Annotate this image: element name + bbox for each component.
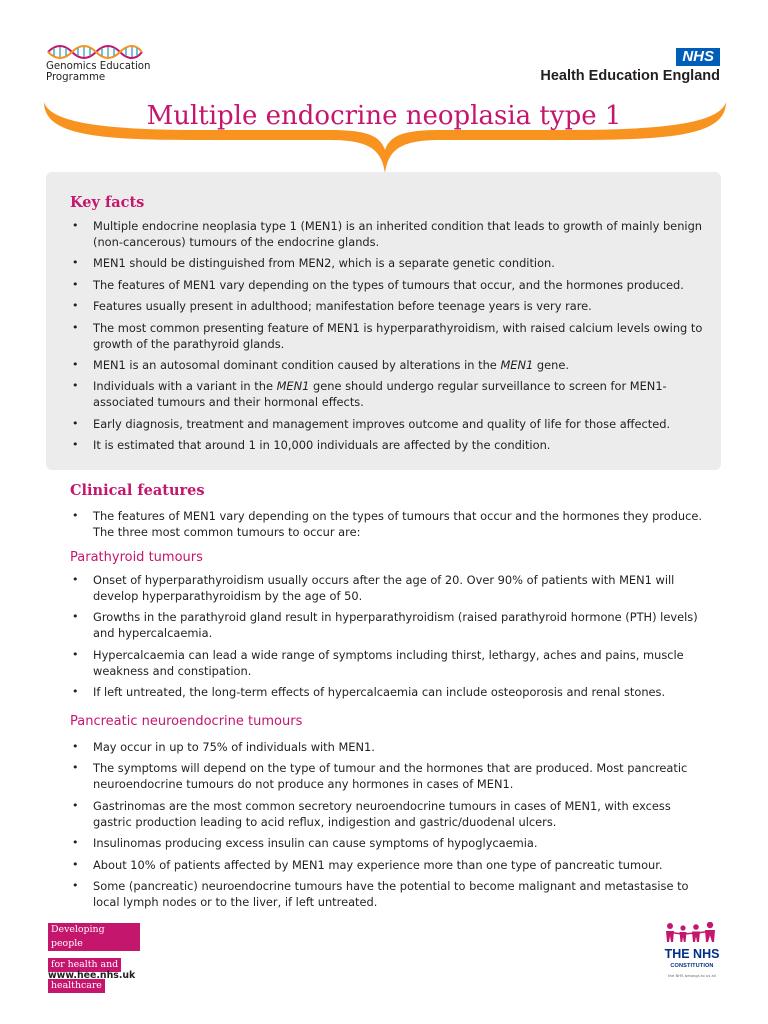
- gene-name: MEN1: [500, 357, 534, 372]
- list-item: • About 10% of patients affected by MEN1 may experience more than one type of pancreatic tumour.: [70, 857, 710, 873]
- website-link[interactable]: www.hee.nhs.uk: [48, 970, 136, 981]
- list-item: • Early diagnosis, treatment and management improves outcome and quality of life for those affected.: [70, 416, 710, 432]
- list-item: • The features of MEN1 vary depending on the types of tumours that occur and the hormones they produce. The three most common tumours to occur are:: [70, 508, 710, 540]
- list-item: • Features usually present in adulthood; manifestation before teenage years is very rare.: [70, 298, 710, 314]
- programme-name-line2: Programme: [46, 72, 106, 83]
- list-item: [70, 378, 710, 410]
- tagline-line: for health and: [48, 958, 121, 972]
- list-item: • The most common presenting feature of MEN1 is hyperparathyroidism, with raised calcium levels owing to growth of the parathyroid glands.: [70, 320, 710, 352]
- page-title: Multiple endocrine neoplasia type 1: [146, 101, 622, 131]
- list-item: [70, 357, 710, 373]
- list-item: • MEN1 should be distinguished from MEN2, which is a separate genetic condition.: [70, 255, 710, 271]
- key-facts-list: [70, 218, 710, 459]
- constitution-title-line2: CONSTITUTION: [670, 963, 714, 969]
- organisation-name: Health Education England: [540, 68, 720, 84]
- text-segment: gene should undergo regular surveillance to screen for MEN1-associated tumours and their hormonal effects.: [93, 379, 667, 410]
- parathyroid-tumours-heading: Parathyroid tumours: [70, 550, 203, 565]
- list-item: • Gastrinomas are the most common secretory neuroendocrine tumours in cases of MEN1, with excess gastric production leading to acid reflux, indigestion and gastric/duodenal ulcers.: [70, 798, 710, 830]
- list-item: • May occur in up to 75% of individuals with MEN1.: [70, 739, 710, 755]
- clinical-features-heading: Clinical features: [70, 482, 205, 499]
- list-item: • The symptoms will depend on the type of tumour and the hormones that are produced. Most pancreatic neuroendocrine tumours do not produce any hormones in cases of MEN1.: [70, 760, 710, 792]
- constitution-title: [659, 949, 725, 972]
- pancreatic-tumours-list: [70, 739, 710, 915]
- list-item: • Onset of hyperparathyroidism usually occurs after the age of 20. Over 90% of patients with MEN1 will develop hyperparathyroidism by the age of 50.: [70, 572, 710, 604]
- genomics-education-programme-logo: [46, 44, 156, 83]
- tagline-line: Developing people: [48, 923, 140, 951]
- key-facts-heading: Key facts: [70, 194, 145, 211]
- list-item: • Multiple endocrine neoplasia type 1 (MEN1) is an inherited condition that leads to growth of mainly benign (non-cancerous) tumours of the endocrine glands.: [70, 218, 710, 250]
- programme-name: [46, 61, 156, 83]
- constitution-title-line1: THE NHS: [664, 947, 720, 961]
- list-item: • Hypercalcaemia can lead a wide range of symptoms including thirst, lethargy, aches and pains, muscle weakness and constipation.: [70, 647, 710, 679]
- text-segment: MEN1 is an autosomal dominant condition caused by alterations in the: [93, 357, 501, 372]
- list-item: • Growths in the parathyroid gland result in hyperparathyroidism (raised parathyroid hormone (PTH) levels) and hypercalcaemia.: [70, 609, 710, 641]
- developing-people-tagline: [48, 923, 140, 994]
- people-figures-icon: [664, 922, 720, 944]
- list-item: • The features of MEN1 vary depending on the types of tumours that occur, and the hormones produced.: [70, 277, 710, 293]
- list-item: • Some (pancreatic) neuroendocrine tumours have the potential to become malignant and metastasise to local lymph nodes or to the liver, if left untreated.: [70, 878, 710, 910]
- list-item: • If left untreated, the long-term effects of hypercalcaemia can include osteoporosis and renal stones.: [70, 684, 710, 700]
- text-segment: gene.: [533, 357, 569, 372]
- hee-logo: [540, 46, 720, 85]
- nhs-badge: NHS: [676, 48, 720, 66]
- pancreatic-tumours-heading: Pancreatic neuroendocrine tumours: [70, 714, 303, 729]
- list-item: • It is estimated that around 1 in 10,000 individuals are affected by the condition.: [70, 437, 710, 453]
- clinical-features-intro-list: [70, 508, 710, 545]
- dna-helix-icon: [46, 44, 144, 60]
- nhs-constitution-logo: [659, 922, 725, 978]
- parathyroid-tumours-list: [70, 572, 710, 706]
- constitution-tagline: the NHS belongs to us all: [668, 973, 716, 978]
- gene-name: MEN1: [276, 379, 310, 394]
- text-segment: Individuals with a variant in the: [93, 379, 277, 394]
- list-item: • Insulinomas producing excess insulin can cause symptoms of hypoglycaemia.: [70, 835, 710, 851]
- tagline-line: healthcare: [48, 979, 105, 993]
- programme-name-line1: Genomics Education: [46, 61, 151, 72]
